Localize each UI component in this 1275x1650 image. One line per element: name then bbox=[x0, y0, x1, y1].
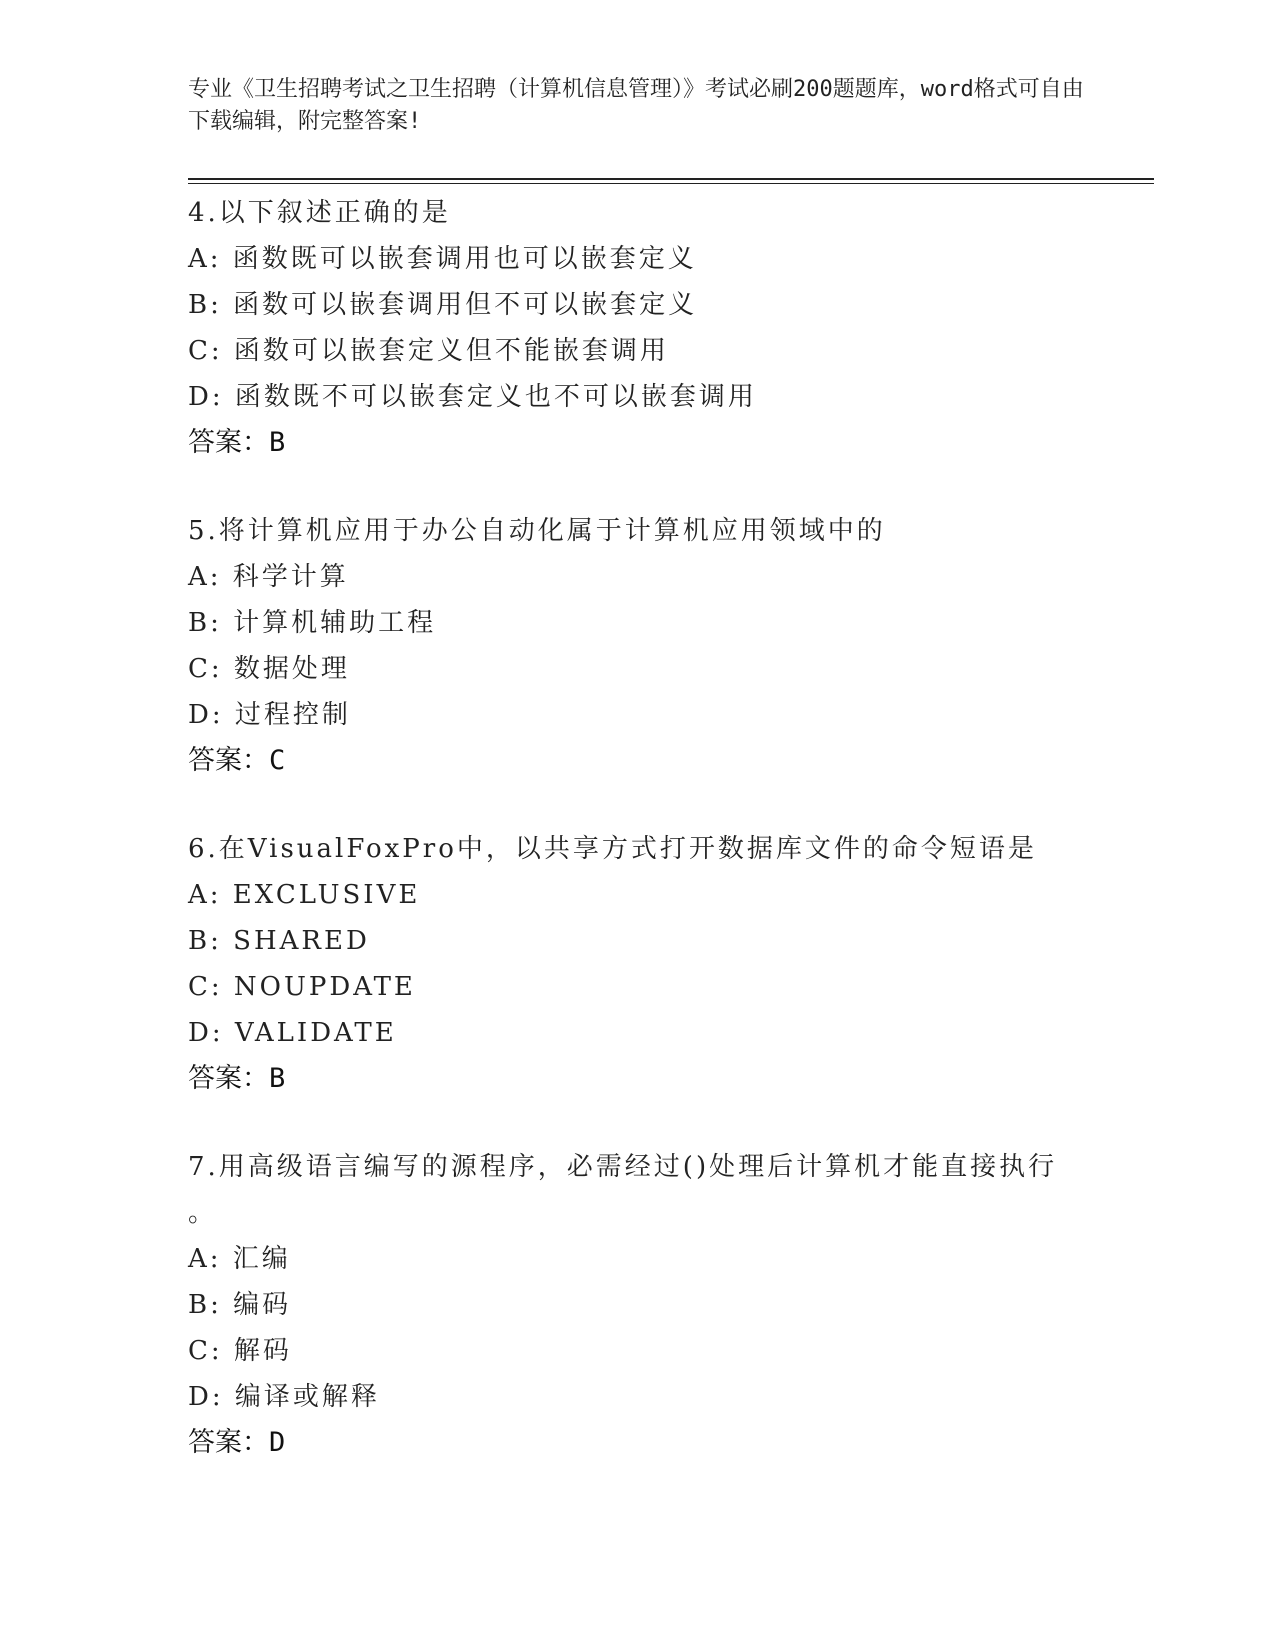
question-stem: 7.用高级语言编写的源程序，必需经过()处理后计算机才能直接执行 bbox=[188, 1152, 1058, 1182]
question-4 bbox=[188, 190, 1088, 466]
option-b: B: 编码 bbox=[188, 1290, 292, 1320]
option-d: D: 函数既不可以嵌套定义也不可以嵌套调用 bbox=[188, 382, 757, 412]
option-a: A: EXCLUSIVE bbox=[188, 880, 421, 910]
header-divider-thick bbox=[188, 178, 1154, 180]
option-a: A: 汇编 bbox=[188, 1244, 291, 1274]
option-c: C: 解码 bbox=[188, 1336, 292, 1366]
option-b: B: 函数可以嵌套调用但不可以嵌套定义 bbox=[188, 290, 698, 320]
question-7 bbox=[188, 1144, 1088, 1466]
option-a: A: 函数既可以嵌套调用也可以嵌套定义 bbox=[188, 244, 697, 274]
question-stem: 5.将计算机应用于办公自动化属于计算机应用领域中的 bbox=[188, 516, 886, 546]
question-6 bbox=[188, 826, 1088, 1102]
question-5 bbox=[188, 508, 1088, 784]
answer-label: 答案：B bbox=[188, 427, 286, 458]
question-stem-continuation: 。 bbox=[188, 1198, 218, 1228]
option-c: C: NOUPDATE bbox=[188, 972, 416, 1002]
option-a: A: 科学计算 bbox=[188, 562, 349, 592]
document-header: 专业《卫生招聘考试之卫生招聘（计算机信息管理）》考试必刷200题题库，word格式可自由下载编辑，附完整答案! bbox=[188, 77, 1084, 134]
option-c: C: 数据处理 bbox=[188, 654, 350, 684]
option-b: B: 计算机辅助工程 bbox=[188, 608, 437, 638]
option-d: D: 编译或解释 bbox=[188, 1382, 380, 1412]
question-stem: 6.在VisualFoxPro中，以共享方式打开数据库文件的命令短语是 bbox=[188, 834, 1037, 864]
option-d: D: VALIDATE bbox=[188, 1018, 397, 1048]
option-d: D: 过程控制 bbox=[188, 700, 351, 730]
answer-label: 答案：C bbox=[188, 745, 286, 776]
answer-label: 答案：B bbox=[188, 1063, 286, 1094]
question-stem: 4.以下叙述正确的是 bbox=[188, 198, 451, 228]
answer-label: 答案：D bbox=[188, 1427, 286, 1458]
header-divider-thin bbox=[188, 183, 1154, 184]
option-b: B: SHARED bbox=[188, 926, 370, 956]
option-c: C: 函数可以嵌套定义但不能嵌套调用 bbox=[188, 336, 669, 366]
